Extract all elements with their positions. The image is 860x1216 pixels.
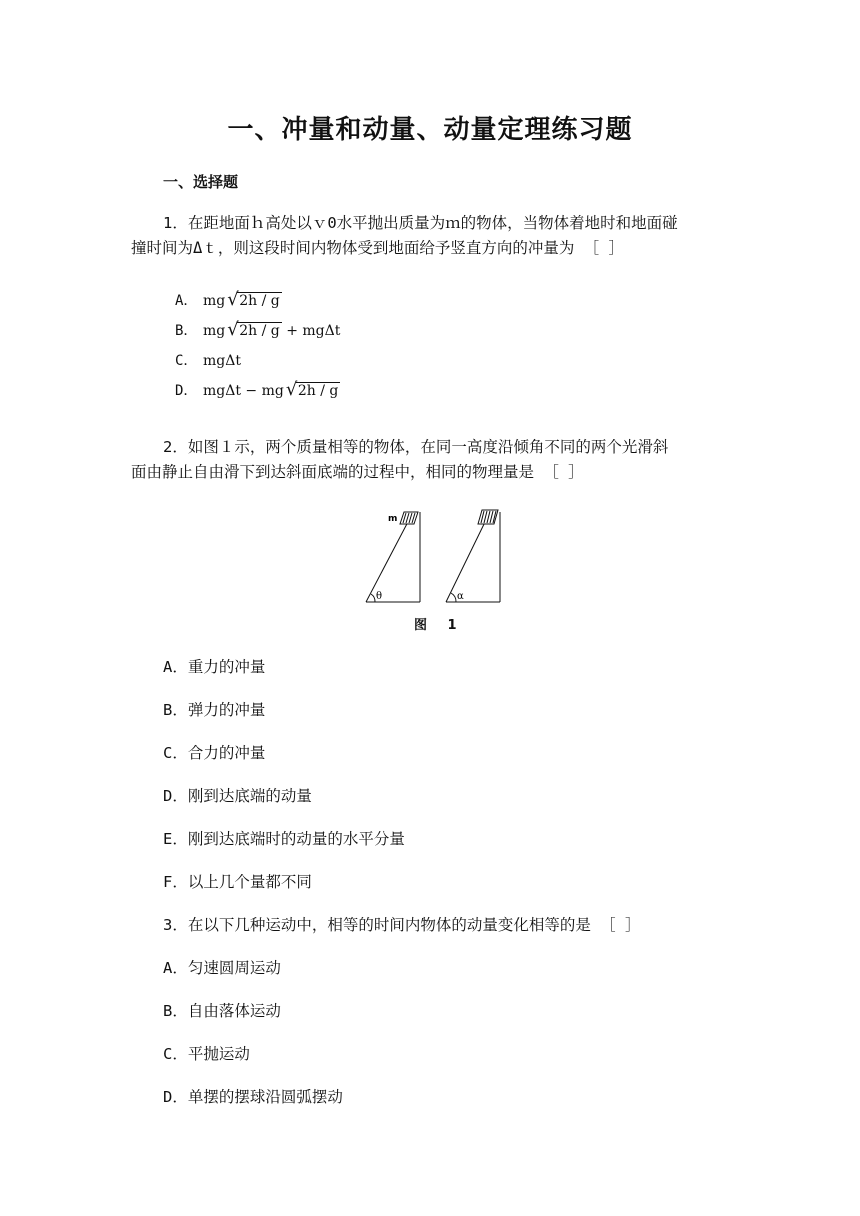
incline-left: [366, 512, 420, 602]
option-label: A．: [175, 293, 198, 309]
formula-text: mgΔt: [203, 353, 241, 369]
question-3-option-d: D．单摆的摆球沿圆弧摆动: [163, 1088, 343, 1106]
radicand: 2h / g: [297, 383, 339, 399]
formula-text: mg: [203, 293, 226, 309]
question-3-text: 3．在以下几种运动中，相等的时间内物体的动量变化相等的是 ［ ］: [163, 916, 641, 934]
question-1-option-c: [175, 350, 241, 370]
radical-sign: √ 2h / g: [227, 289, 280, 310]
question-3-option-b: B．自由落体运动: [163, 1002, 281, 1020]
question-1-line-2: 撞时间为Δｔ，则这段时间内物体受到地面给予竖直方向的冲量为 ［ ］: [131, 239, 624, 257]
question-1-option-a: [175, 290, 282, 310]
question-2-option-c: C．合力的冲量: [163, 744, 266, 762]
question-3-option-c: C．平抛运动: [163, 1045, 250, 1063]
angle-theta-label: θ: [376, 591, 383, 602]
section-heading: 一、选择题: [163, 173, 239, 191]
incline-right: [446, 510, 500, 602]
question-2-line-2: 面由静止自由滑下到达斜面底端的过程中，相同的物理量是 ［ ］: [131, 463, 584, 481]
option-label: B．: [175, 323, 198, 339]
radicand: 2h / g: [239, 293, 280, 309]
question-2-option-d: D．刚到达底端的动量: [163, 787, 312, 805]
question-2-text: [131, 435, 731, 485]
page-title: 一、冲量和动量、动量定理练习题: [227, 115, 633, 145]
block-left: [400, 512, 418, 524]
block-right: [478, 510, 498, 524]
question-2-option-f: F．以上几个量都不同: [163, 873, 312, 891]
radical-sign: √ 2h / g: [285, 379, 339, 400]
radical-sign: √ 2h / g: [227, 319, 280, 340]
mass-label: m: [388, 514, 398, 524]
formula-tail: + mgΔt: [281, 323, 341, 339]
angle-alpha-label: α: [457, 591, 464, 602]
question-1-line-1: 1．在距地面ｈ高处以ｖ0水平抛出质量为ｍ的物体，当物体着地时和地面碰: [163, 214, 678, 232]
question-1-text: [131, 211, 731, 261]
incline-figure: [362, 508, 512, 608]
question-3-option-a: A．匀速圆周运动: [163, 959, 281, 977]
radicand: 2h / g: [239, 323, 280, 339]
formula-text: mg: [203, 323, 226, 339]
option-label: C．: [175, 353, 198, 369]
question-1-option-d: [175, 380, 340, 400]
option-label: D．: [175, 383, 198, 399]
question-2-option-e: E．刚到达底端时的动量的水平分量: [163, 830, 405, 848]
question-2-line-1: 2．如图１示，两个质量相等的物体，在同一高度沿倾角不同的两个光滑斜: [163, 438, 669, 456]
question-2-option-a: A．重力的冲量: [163, 658, 266, 676]
question-2-option-b: B．弹力的冲量: [163, 701, 266, 719]
formula-text: mgΔt − mg: [203, 383, 284, 399]
question-1-option-b: [175, 320, 340, 340]
figure-caption: 图 1: [414, 618, 465, 633]
